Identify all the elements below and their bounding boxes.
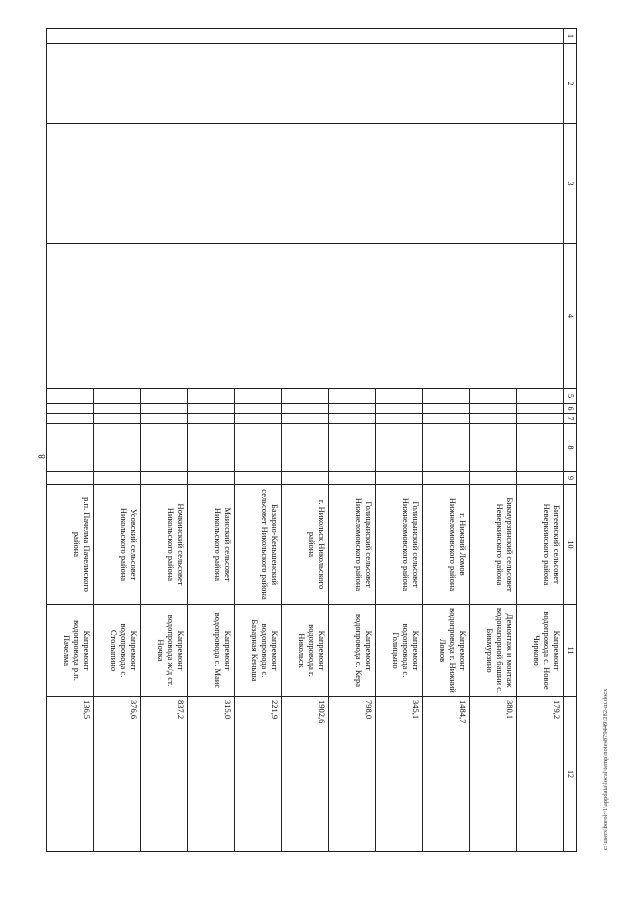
amount-cell: 179,2 xyxy=(517,697,564,852)
rotated-table-sheet xyxy=(64,28,577,851)
cell-col-8 xyxy=(376,424,423,472)
cell-col-5 xyxy=(282,389,329,404)
municipality-cell: Бикмурзинский сельсовет Неверкинского района xyxy=(470,485,517,605)
cell-col-8 xyxy=(423,424,470,472)
cell-col-9 xyxy=(94,472,141,485)
cell-col-6 xyxy=(282,404,329,414)
cell-col-5 xyxy=(329,389,376,404)
cell-col-5 xyxy=(94,389,141,404)
amount-cell: 315,0 xyxy=(188,697,235,852)
amount-cell: 376,6 xyxy=(94,697,141,852)
cell-col-7 xyxy=(94,414,141,424)
municipality-cell: Голицынский сельсовет Нижнеломовского района xyxy=(376,485,423,605)
table-row xyxy=(517,29,564,852)
municipality-cell: Маисский сельсовет Никольского района xyxy=(188,485,235,605)
header-col-8: 8 xyxy=(564,424,577,472)
header-col-6: 6 xyxy=(564,404,577,414)
municipality-cell: р.п. Пачелма Пачелмского района xyxy=(47,485,94,605)
cell-col-5 xyxy=(141,389,188,404)
cell-col-7 xyxy=(188,414,235,424)
cell-col-5 xyxy=(517,389,564,404)
page-number: 8 xyxy=(36,454,47,459)
cell-col-8 xyxy=(329,424,376,472)
amount-cell: 380,1 xyxy=(470,697,517,852)
cell-col-9 xyxy=(470,472,517,485)
header-col-5: 5 xyxy=(564,389,577,404)
cell-col-9 xyxy=(517,472,564,485)
header-col-4: 4 xyxy=(564,244,577,389)
amount-cell: 136,5 xyxy=(47,697,94,852)
amount-cell: 798,0 xyxy=(329,697,376,852)
cell-col-9 xyxy=(376,472,423,485)
cell-col-9 xyxy=(141,472,188,485)
cell-col-7 xyxy=(517,414,564,424)
cell-col-6 xyxy=(188,404,235,414)
cell-col-7 xyxy=(141,414,188,424)
cell-col-7 xyxy=(282,414,329,424)
cell-col-7 xyxy=(235,414,282,424)
cell-col-6 xyxy=(423,404,470,414)
work-description-cell: Капремонт водопровода г. Нижний Ломов xyxy=(423,605,470,697)
cell-col-8 xyxy=(141,424,188,472)
cell-col-6 xyxy=(376,404,423,414)
footer-file-path: c:\users\borol~1\appdata\local\temp\notes879449\282-ш.docx xyxy=(602,688,609,850)
municipality-cell: г. Нижний Ломов Нижнеломовского района xyxy=(423,485,470,605)
cell-col-7 xyxy=(470,414,517,424)
work-description-cell: Капремонт водопровода с. Базарная Кеньша xyxy=(235,605,282,697)
cell-col-8 xyxy=(188,424,235,472)
cell-col-7 xyxy=(423,414,470,424)
header-col-12: 12 xyxy=(564,697,577,852)
cell-col-5 xyxy=(470,389,517,404)
work-description-cell: Демонтаж и монтаж водонапорной башни с. Бикмурзино xyxy=(470,605,517,697)
work-description-cell: Капремонт водопровода с. Голицыно xyxy=(376,605,423,697)
cell-col-9 xyxy=(235,472,282,485)
municipality-cell: Ночкинский сельсовет Никольского района xyxy=(141,485,188,605)
cell-col-9 xyxy=(282,472,329,485)
work-description-cell: Капремонт водопровода ж/д ст. Ночка xyxy=(141,605,188,697)
municipality-cell: Базарно-Кеньшенский сельсовет Никольского района xyxy=(235,485,282,605)
cell-col-5 xyxy=(47,389,94,404)
amount-cell: 221,9 xyxy=(235,697,282,852)
cell-col-9 xyxy=(329,472,376,485)
work-description-cell: Капремонт водопровода г. Никольск xyxy=(282,605,329,697)
amount-cell: 345,1 xyxy=(376,697,423,852)
work-description-cell: Капремонт водопровода с. Кера xyxy=(329,605,376,697)
municipality-cell: Голицынский сельсовет Нижнеломовского района xyxy=(329,485,376,605)
cell-col-6 xyxy=(141,404,188,414)
cell-col-8 xyxy=(235,424,282,472)
header-col-3: 3 xyxy=(564,124,577,244)
header-col-1: 1 xyxy=(564,29,577,44)
header-col-2: 2 xyxy=(564,44,577,124)
work-description-cell: Капремонт водопровода с. Столыпино xyxy=(94,605,141,697)
cell-col-8 xyxy=(517,424,564,472)
cell-col-5 xyxy=(188,389,235,404)
header-col-9: 9 xyxy=(564,472,577,485)
cell-col-2 xyxy=(47,44,564,124)
cell-col-7 xyxy=(329,414,376,424)
header-col-11: 11 xyxy=(564,605,577,697)
header-row xyxy=(564,29,577,852)
cell-col-5 xyxy=(423,389,470,404)
cell-col-7 xyxy=(376,414,423,424)
cell-col-8 xyxy=(47,424,94,472)
cell-col-6 xyxy=(47,404,94,414)
cell-col-4 xyxy=(47,244,564,389)
cell-col-6 xyxy=(329,404,376,414)
amount-cell: 1902,6 xyxy=(282,697,329,852)
cell-col-9 xyxy=(423,472,470,485)
cell-col-3 xyxy=(47,124,564,244)
cell-col-8 xyxy=(282,424,329,472)
municipality-cell: Усовский сельсовет Никольского района xyxy=(94,485,141,605)
amount-cell: 1484,7 xyxy=(423,697,470,852)
cell-col-8 xyxy=(470,424,517,472)
municipality-cell: Бигеевский сельсовет Неверкинского района xyxy=(517,485,564,605)
amount-cell: 837,2 xyxy=(141,697,188,852)
cell-col-5 xyxy=(376,389,423,404)
cell-col-9 xyxy=(47,472,94,485)
cell-col-6 xyxy=(470,404,517,414)
cell-col-6 xyxy=(94,404,141,414)
header-col-10: 10 xyxy=(564,485,577,605)
work-description-cell: Капремонт водопровода с. Новое Чирково xyxy=(517,605,564,697)
header-col-7: 7 xyxy=(564,414,577,424)
cell-col-1 xyxy=(47,29,564,44)
cell-col-9 xyxy=(188,472,235,485)
budget-table xyxy=(46,28,577,852)
work-description-cell: Капремонт водопровода р.п. Пачелма xyxy=(47,605,94,697)
cell-col-5 xyxy=(235,389,282,404)
work-description-cell: Капремонт водопровода с. Маис xyxy=(188,605,235,697)
cell-col-7 xyxy=(47,414,94,424)
cell-col-8 xyxy=(94,424,141,472)
cell-col-6 xyxy=(235,404,282,414)
cell-col-6 xyxy=(517,404,564,414)
municipality-cell: г. Никольск Никольского района xyxy=(282,485,329,605)
